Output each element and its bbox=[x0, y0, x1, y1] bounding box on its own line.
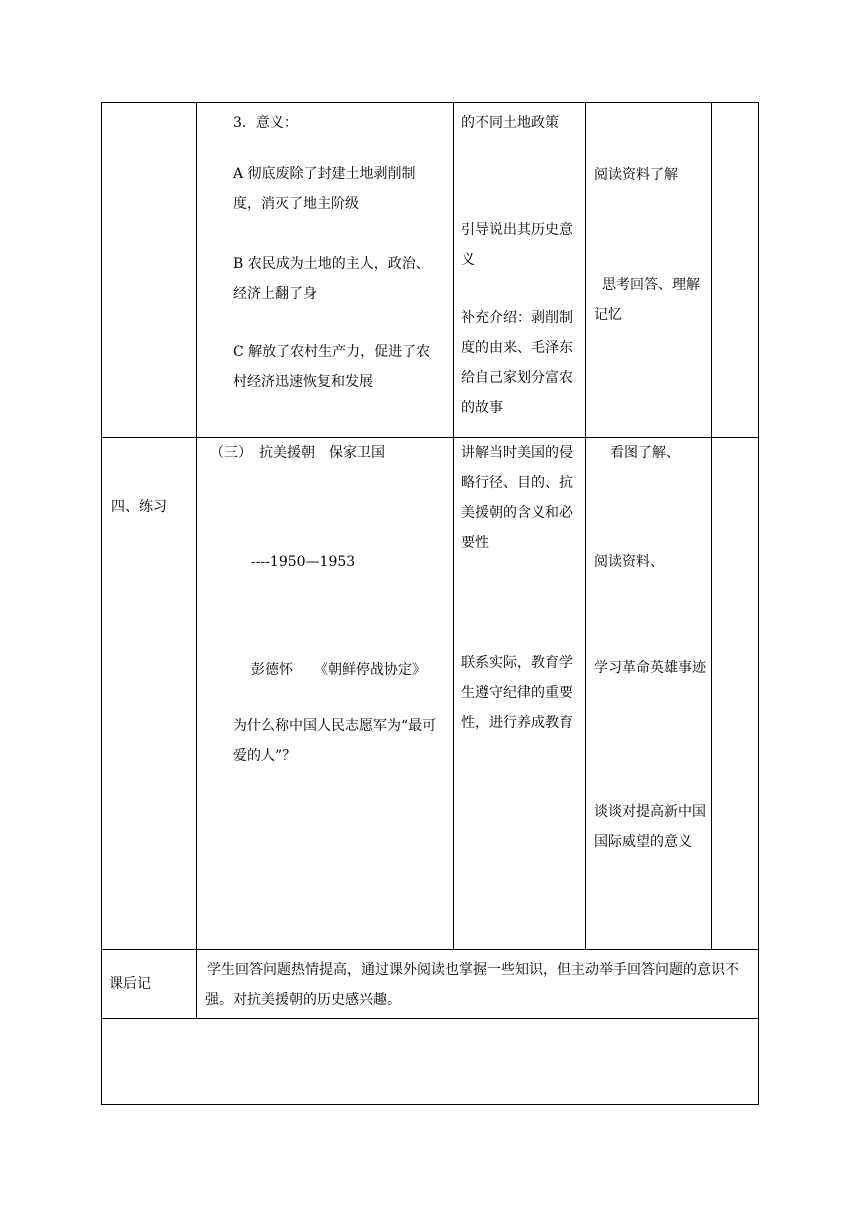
war-years: ----1950—1953 bbox=[251, 554, 356, 570]
col-divider-2 bbox=[453, 102, 454, 950]
section-label-practice: 四、练习 bbox=[111, 499, 167, 515]
teacher-note-discipline: 联系实际，教育学生遵守纪律的重要性，进行养成教育 bbox=[461, 655, 573, 731]
row-divider-2 bbox=[101, 949, 759, 950]
col-divider-3 bbox=[585, 102, 586, 950]
discussion-question: 为什么称中国人民志愿军为“最可爱的人”？ bbox=[233, 718, 437, 764]
row-divider-1 bbox=[101, 437, 759, 438]
col-divider-1 bbox=[196, 102, 197, 1019]
student-note-read-material: 阅读资料、 bbox=[594, 554, 664, 570]
teacher-note-explain: 讲解当时美国的侵略行径、目的、抗美援朝的含义和必要性 bbox=[461, 445, 573, 551]
table-border-left bbox=[101, 102, 102, 1105]
after-class-label: 课后记 bbox=[109, 976, 151, 992]
significance-heading: 3．意义： bbox=[233, 115, 298, 131]
table-border-top bbox=[101, 102, 759, 103]
student-note-read: 阅读资料了解 bbox=[594, 167, 678, 183]
resist-us-aid-korea-heading: （三） 抗美援朝 保家卫国 bbox=[210, 445, 385, 461]
table-border-bottom bbox=[101, 1104, 759, 1105]
significance-point-a: A 彻底废除了封建土地剥削制度，消灭了地主阶级 bbox=[233, 166, 416, 212]
key-names: 彭德怀 《朝鲜停战协定》 bbox=[251, 662, 426, 678]
col-divider-4 bbox=[711, 102, 712, 950]
after-class-notes: 学生回答问题热情提高，通过课外阅读也掌握一些知识，但主动举手回答问题的意识不强。对抗美援朝的历史感兴趣。 bbox=[205, 962, 739, 1008]
significance-point-c: C 解放了农村生产力，促进了农村经济迅速恢复和发展 bbox=[233, 344, 431, 390]
student-note-prestige: 谈谈对提高新中国国际威望的意义 bbox=[594, 804, 706, 850]
significance-point-b: B 农民成为土地的主人，政治、经济上翻了身 bbox=[233, 256, 430, 302]
student-note-think: 思考回答、理解记忆 bbox=[594, 277, 700, 323]
table-border-right bbox=[758, 102, 759, 1105]
student-note-look: 看图了解、 bbox=[610, 445, 680, 461]
teacher-note-supplement: 补充介绍：剥削制度的由来、毛泽东给自己家划分富农的故事 bbox=[461, 310, 573, 416]
teacher-note-land-policy: 的不同土地政策 bbox=[461, 115, 559, 131]
row-divider-3 bbox=[101, 1018, 759, 1019]
student-note-heroes: 学习革命英雄事迹 bbox=[594, 660, 706, 676]
teacher-note-guide: 引导说出其历史意义 bbox=[461, 222, 573, 268]
